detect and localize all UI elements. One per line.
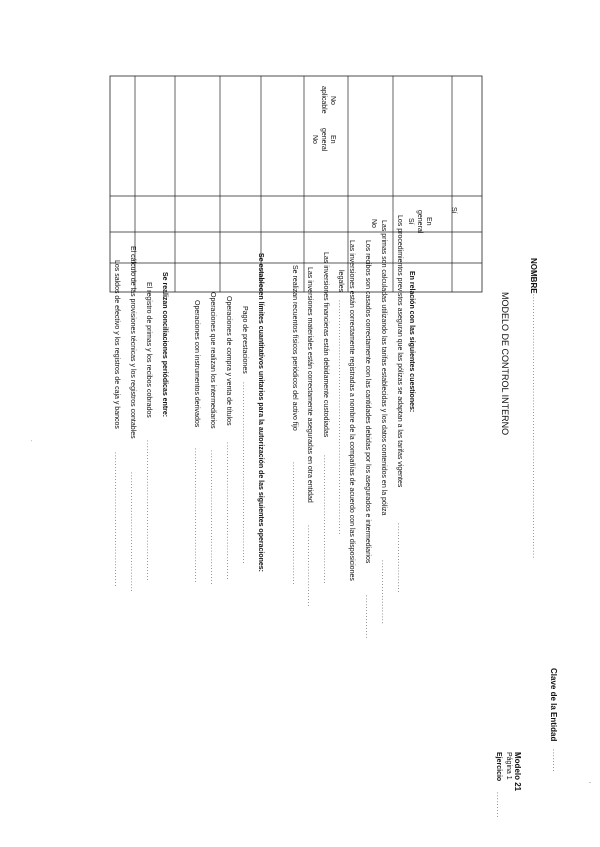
header-no-aplicable-1: No xyxy=(329,96,336,105)
section-1-item-2-dots: ...................... xyxy=(380,560,387,625)
section-3-item-2-dots: ......................................... xyxy=(129,472,136,593)
section-1-item-3-dots: ............... xyxy=(364,595,371,640)
section-1-item-4-dots: ................................................................................ xyxy=(337,300,344,536)
section-2-item-2: Operaciones de compra y venta de títulos xyxy=(225,296,232,426)
section-2-item-3-dots: .............................................. xyxy=(209,450,216,586)
section-1-item-4-cont: legales xyxy=(337,270,344,293)
section-1-item-1-dots: ........................ xyxy=(396,523,403,594)
section-2-item-1-dots: .............................................................. xyxy=(241,382,248,565)
section-1-item-7: Se realizan recuentos físicos periódicos del activo fijo xyxy=(291,265,298,431)
section-1-item-7-dots: .......................................... xyxy=(291,462,298,586)
header-en-general-no-2: general xyxy=(320,128,327,152)
section-2-heading: Se establecen límites cuantitativos unitarios para la autorización de las siguientes operaciones: xyxy=(257,253,264,572)
header-en-general-si-3: Sí xyxy=(407,218,414,225)
nombre-label: NOMBRE xyxy=(529,258,538,294)
ejercicio-dots: ......... xyxy=(495,792,502,819)
scan-mark: ' xyxy=(584,782,590,784)
section-2-item-1: Pago de prestaciones xyxy=(241,306,248,374)
header-en-general-no-3: No xyxy=(311,135,318,144)
section-3-heading: Se realizan conciliaciones periódicas entre: xyxy=(161,272,168,418)
pagina-label: Página 1 xyxy=(505,752,512,780)
modelo-label: Modelo 21 xyxy=(513,752,522,792)
section-2-item-4-dots: .............................................. xyxy=(193,448,200,584)
section-2-item-2-dots: ............................................... xyxy=(225,442,232,581)
section-1-item-1: Los procedimientos previstos aseguran que las pólizas se adaptan a las tarifas vigentes xyxy=(396,215,403,488)
section-1-heading: En relación con las siguientes cuestiones: xyxy=(408,271,415,413)
clave-dots: ........ xyxy=(551,749,558,773)
header-no-aplicable-2: aplicable xyxy=(320,86,327,114)
section-3-item-3: Los saldos de efectivo y los registros de caja y bancos xyxy=(113,260,120,429)
section-3-item-1-dots: ................................................ xyxy=(145,440,152,582)
section-2-item-4: Operaciones con instrumentos derivados xyxy=(193,300,200,428)
scan-mark: . xyxy=(29,440,35,442)
section-1-item-5-dots: ............................................ xyxy=(322,455,329,585)
header-en-general-no-1: En xyxy=(329,135,336,144)
page-title: MODELO DE CONTROL INTERNO xyxy=(500,292,510,436)
section-2-item-3: Operaciones que realizan los intermediarios xyxy=(209,292,216,429)
section-1-item-6-dots: ............................ xyxy=(306,525,313,608)
header-no: No xyxy=(370,219,377,228)
section-1-item-2: Las primas son calculadas utilizando las tarifas establecidas y los datos contenidos en la póliza xyxy=(380,220,387,516)
clave-label: Clave de la Entidad xyxy=(549,668,558,742)
section-3-item-2: El cálculo de las provisiones técnicas y los registros contables xyxy=(129,246,136,439)
nombre-dots: .......................................................................................... xyxy=(531,294,538,560)
header-en-general-si-1: En xyxy=(425,217,432,226)
section-1-item-3: Los recibos son casados correctamente con las cantidades debidas por los asegurados e intermediarios xyxy=(364,240,371,564)
section-1-item-5: Las inversiones financieras están debidamente custodiadas xyxy=(322,252,329,438)
header-en-general-si-2: general xyxy=(416,210,423,234)
section-3-item-1: El registro de primas y los recibos cobrados xyxy=(145,282,152,418)
header-si: Sí xyxy=(450,207,457,214)
section-1-item-6: Las inversiones materiales están correctamente aseguradas en otra entidad xyxy=(306,267,313,503)
section-3-item-3-dots: .............................................. xyxy=(113,452,120,588)
ejercicio-label: Ejercicio xyxy=(495,752,502,782)
section-1-item-4: Las inversiones están correctamente registradas a nombre de la compañías de acuerdo con las disposiciones xyxy=(348,240,355,581)
